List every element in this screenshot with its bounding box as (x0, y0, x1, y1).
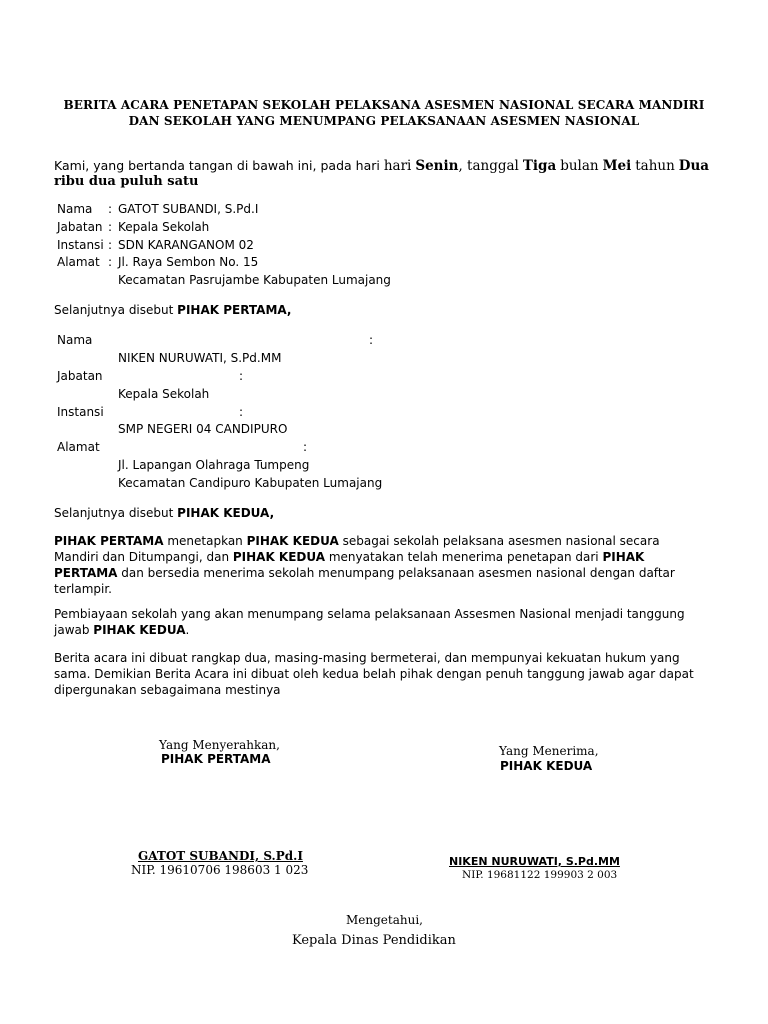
party1-label-instansi: Instansi (57, 238, 104, 252)
intro-bulan-word: bulan (560, 158, 599, 174)
party2-position: Kepala Sekolah (118, 387, 210, 401)
p2-text-2: . (185, 623, 190, 637)
signature-left-role: PIHAK PERTAMA (161, 752, 271, 766)
document-title-line-2: DAN SEKOLAH YANG MENUMPANG PELAKSANAAN ASESMEN NASIONAL (128, 114, 640, 128)
bold-pihak-kedua: PIHAK KEDUA (232, 550, 326, 564)
intro-text: Kami, yang bertanda tangan di bawah ini, pada hari (54, 158, 380, 173)
party1-address-line-1: Jl. Raya Sembon No. 15 (118, 255, 259, 269)
bold-pihak-pertama: PIHAK PERTAMA (54, 550, 645, 580)
party1-name: GATOT SUBANDI, S.Pd.I (118, 202, 259, 216)
party2-label-instansi: Instansi (57, 405, 104, 419)
party1-institution: SDN KARANGANOM 02 (118, 238, 254, 252)
party2-label-alamat: Alamat (57, 440, 100, 454)
party1-colon-jabatan: : (108, 220, 113, 234)
party2-designation (54, 506, 274, 520)
party1-address-line-2: Kecamatan Pasrujambe Kabupaten Lumajang (118, 273, 391, 287)
party2-colon-instansi: : (239, 405, 244, 419)
party2-institution: SMP NEGERI 04 CANDIPURO (118, 422, 288, 436)
party1-colon-alamat: : (108, 255, 113, 269)
signature-right-role: PIHAK KEDUA (500, 759, 593, 773)
document-title-line-1: BERITA ACARA PENETAPAN SEKOLAH PELAKSANA ASESMEN NASIONAL SECARA MANDIRI (63, 98, 705, 112)
p1-text-3: menyatakan telah menerima penetapan dari (325, 550, 603, 564)
intro-day: Senin (415, 158, 459, 174)
signature-left-nip: NIP. 19610706 198603 1 023 (131, 863, 309, 877)
party1-colon-instansi: : (108, 238, 113, 252)
bold-pihak-kedua: PIHAK KEDUA (246, 534, 339, 548)
party1-designation (54, 303, 291, 317)
witness-caption: Mengetahui, (346, 913, 423, 927)
p1-text-1: menetapkan (163, 534, 247, 548)
signature-right-nip: NIP. 19681122 199903 2 003 (462, 869, 618, 881)
intro-date: Tiga (522, 158, 557, 174)
intro-year-rest: ribu dua puluh satu (54, 174, 199, 189)
party2-address-line-2: Kecamatan Candipuro Kabupaten Lumajang (118, 476, 383, 490)
signature-right-caption: Yang Menerima, (499, 744, 599, 758)
party1-designation-prefix: Selanjutnya disebut (54, 303, 174, 317)
signature-left-name: GATOT SUBANDI, S.Pd.I (138, 849, 303, 863)
intro-month: Mei (602, 158, 632, 174)
party1-label-alamat: Alamat (57, 255, 100, 269)
p1-text-2: sebagai sekolah pelaksana asesmen nasional secara Mandiri dan Ditumpangi, dan (54, 534, 660, 564)
witness-role: Kepala Dinas Pendidikan (292, 933, 456, 948)
intro-hari-word: hari (383, 158, 412, 174)
signature-right-name: NIKEN NURUWATI, S.Pd.MM (449, 855, 620, 868)
party2-label-jabatan: Jabatan (57, 369, 103, 383)
party1-label-nama: Nama (57, 202, 93, 216)
bold-pihak-kedua: PIHAK KEDUA (93, 623, 186, 637)
party2-designation-label: PIHAK KEDUA, (177, 506, 275, 520)
signature-left-caption: Yang Menyerahkan, (159, 738, 280, 752)
party1-label-jabatan: Jabatan (57, 220, 103, 234)
party1-designation-label: PIHAK PERTAMA, (177, 303, 292, 317)
party2-address-line-1: Jl. Lapangan Olahraga Tumpeng (118, 458, 310, 472)
intro-tanggal-word: , tanggal (458, 158, 519, 174)
party2-colon-alamat: : (303, 440, 308, 454)
party1-position: Kepala Sekolah (118, 220, 210, 234)
party1-colon-nama: : (108, 202, 113, 216)
intro-line-1 (54, 158, 709, 174)
intro-tahun-word: tahun (635, 158, 675, 174)
paragraph-determination (54, 533, 694, 597)
party2-label-nama: Nama (57, 333, 93, 347)
p2-text-1: Pembiayaan sekolah yang akan menumpang selama pelaksanaan Assesmen Nasional menjadi tanggung jawab (54, 607, 685, 637)
paragraph-funding (54, 606, 694, 638)
party2-name: NIKEN NURUWATI, S.Pd.MM (118, 351, 282, 365)
party2-colon-nama: : (369, 333, 374, 347)
p1-text-4: dan bersedia menerima sekolah menumpang pelaksanaan asesmen nasional dengan daftar terlampir. (54, 566, 675, 596)
paragraph-closing: Berita acara ini dibuat rangkap dua, masing-masing bermeterai, dan mempunyai kekuatan hukum yang sama. Demikian Berita Acara ini dibuat oleh kedua belah pihak dengan penuh tanggung jawab agar dapat dipergunakan sebagaimana mestinya (54, 651, 694, 697)
party2-designation-prefix: Selanjutnya disebut (54, 506, 174, 520)
bold-pihak-pertama: PIHAK PERTAMA (54, 534, 164, 548)
intro-year-start: Dua (678, 158, 710, 174)
party2-colon-jabatan: : (239, 369, 244, 383)
